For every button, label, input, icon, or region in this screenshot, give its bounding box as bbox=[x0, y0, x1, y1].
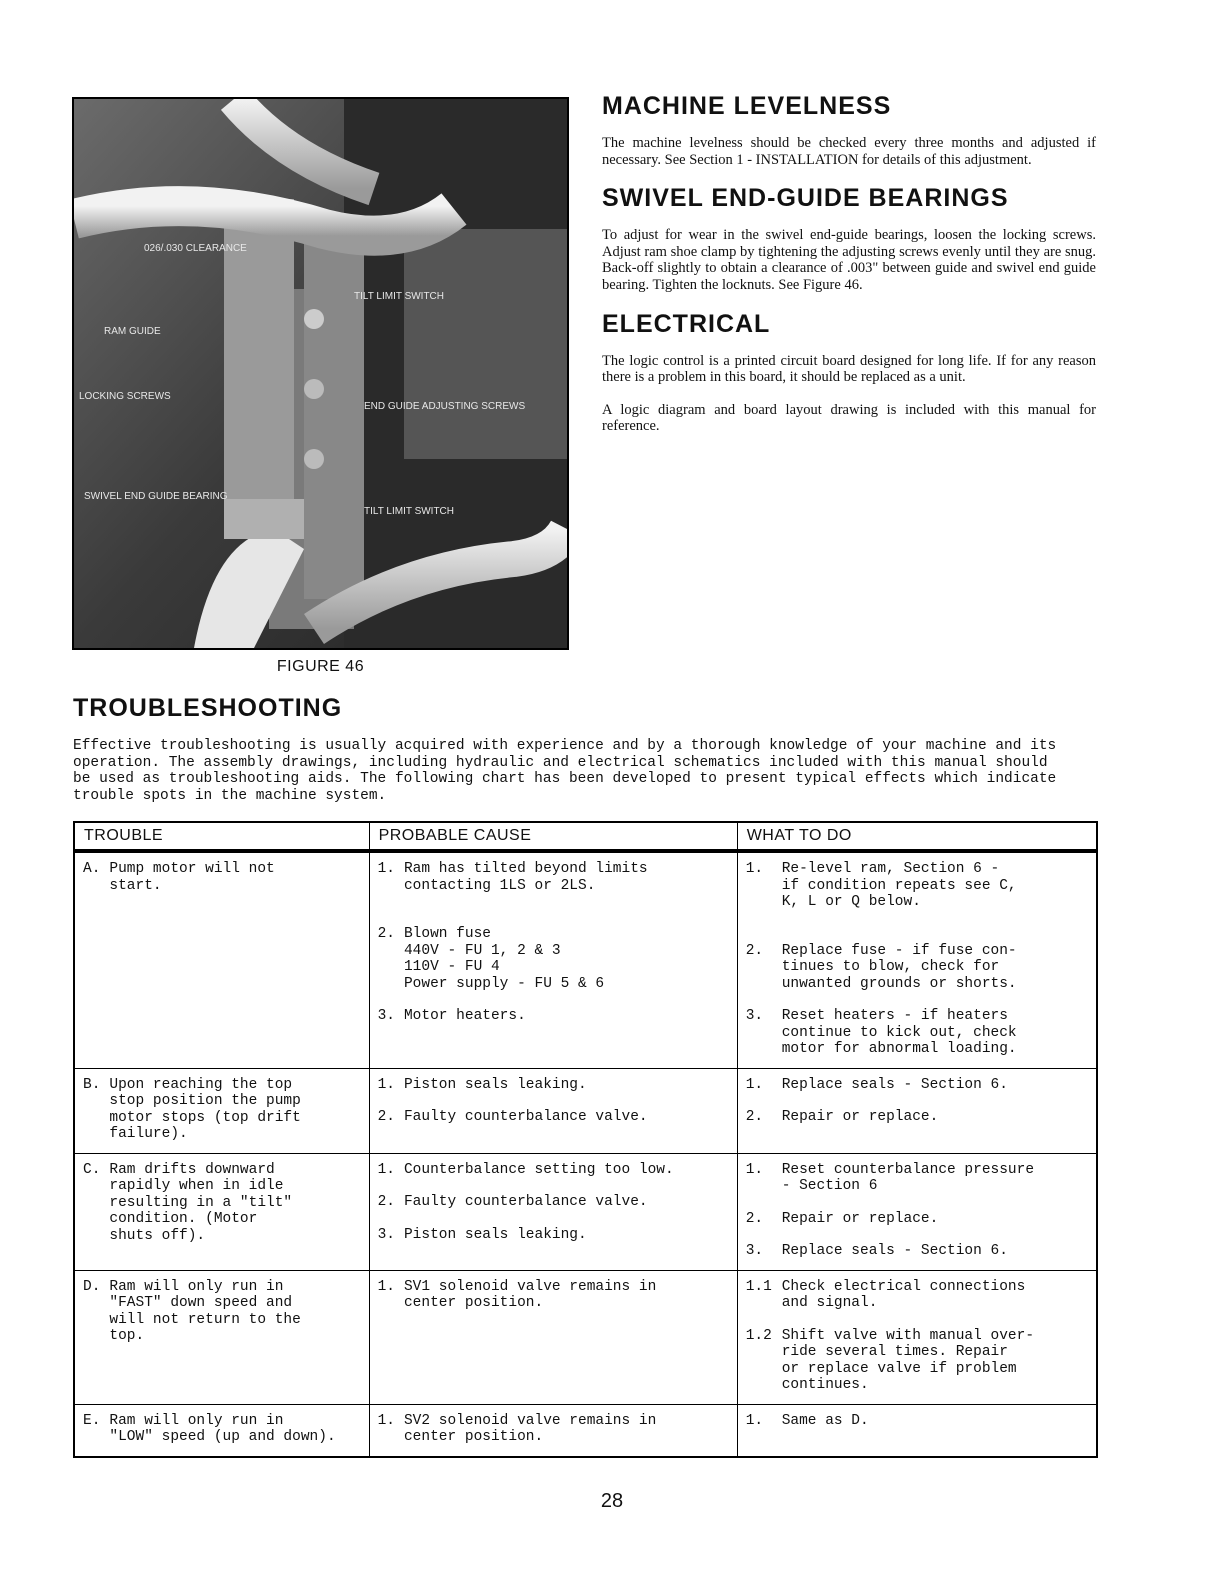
cause-item bbox=[378, 1008, 731, 1025]
trouble-text: Ram drifts downward rapidly when in idle resulting in a "tilt" condition. (Motor shuts off). bbox=[109, 1161, 293, 1244]
page-number: 28 bbox=[600, 1490, 624, 1512]
cause-number: 1. bbox=[377, 1412, 395, 1429]
action-item bbox=[746, 1008, 1090, 1058]
table-row bbox=[74, 851, 1097, 1068]
cause-item bbox=[378, 1109, 731, 1126]
cause-number: 1. bbox=[377, 1076, 395, 1093]
photo-label-ram-guide: RAM GUIDE bbox=[104, 326, 161, 337]
electrical-body-1: The logic control is a printed circuit board designed for long life. If for any reason there is a problem in this board, it should be replaced as a unit. bbox=[602, 352, 1096, 386]
header-what-to-do: WHAT TO DO bbox=[737, 822, 1097, 851]
cause-cell bbox=[369, 1153, 737, 1270]
action-number: 1. bbox=[745, 861, 764, 877]
photo-label-clearance: 026/.030 CLEARANCE bbox=[144, 243, 247, 254]
table-row bbox=[74, 1068, 1097, 1153]
section-swivel-bearings bbox=[602, 184, 1096, 293]
cause-text: Piston seals leaking. bbox=[403, 1226, 587, 1243]
action-text: Check electrical connections and signal. bbox=[781, 1278, 1026, 1311]
trouble-cell bbox=[74, 1270, 369, 1404]
cause-item bbox=[378, 1162, 731, 1179]
swivel-body: To adjust for wear in the swivel end-guide bearings, loosen the locking screws. Adjust ram shoe clamp by tightening the adjusting screws evenly until they are snug. Back-off slightly to obtain a clearance of .003" between guide and swivel end guide bearing. Tighten the locknuts. See Figure 46. bbox=[602, 227, 1096, 293]
action-item bbox=[746, 1243, 1090, 1260]
photo-label-locking-screws: LOCKING SCREWS bbox=[79, 391, 171, 402]
trouble-item bbox=[83, 1162, 363, 1245]
cause-cell bbox=[369, 1270, 737, 1404]
heading-troubleshooting: TROUBLESHOOTING bbox=[73, 694, 343, 722]
action-number: 2. bbox=[745, 942, 764, 959]
cause-text: Blown fuse 440V - FU 1, 2 & 3 110V - FU 4 Power supply - FU 5 & 6 bbox=[403, 926, 605, 992]
trouble-text: Ram will only run in "LOW" speed (up and down). bbox=[109, 1412, 336, 1445]
action-number: 2. bbox=[745, 1210, 764, 1227]
action-number: 3. bbox=[745, 1008, 764, 1024]
action-cell bbox=[737, 1153, 1097, 1270]
cause-text: Motor heaters. bbox=[403, 1008, 526, 1024]
cause-number: 1. bbox=[377, 861, 395, 877]
header-probable-cause: PROBABLE CAUSE bbox=[369, 822, 737, 851]
cause-text: SV2 solenoid valve remains in center position. bbox=[403, 1412, 657, 1445]
trouble-cell bbox=[74, 1404, 369, 1457]
cause-item bbox=[378, 1077, 731, 1094]
cause-text: Counterbalance setting too low. bbox=[403, 1161, 674, 1178]
figure-46-photo bbox=[72, 97, 569, 650]
action-text: Same as D. bbox=[781, 1412, 869, 1429]
trouble-letter: D. bbox=[83, 1278, 101, 1295]
heading-electrical: ELECTRICAL bbox=[602, 309, 771, 338]
troubleshooting-intro: Effective troubleshooting is usually acquired with experience and by a thorough knowledge of your machine and its operation. The assembly drawings, including hydraulic and electrical schematics included with this manual should be used as troubleshooting aids. The following chart has been developed to present typical effects which indicate trouble spots in the machine system. bbox=[73, 738, 1057, 804]
table-row bbox=[74, 1270, 1097, 1404]
electrical-body-2: A logic diagram and board layout drawing is included with this manual for reference. bbox=[602, 401, 1096, 435]
cause-item bbox=[378, 1227, 731, 1244]
heading-swivel-bearings: SWIVEL END-GUIDE BEARINGS bbox=[602, 184, 1009, 213]
action-text: Reset counterbalance pressure - Section 6 bbox=[781, 1161, 1035, 1194]
action-number: 1. bbox=[745, 1076, 764, 1093]
heading-machine-levelness: MACHINE LEVELNESS bbox=[602, 92, 892, 120]
cause-number: 2. bbox=[377, 1109, 395, 1125]
action-text: Replace seals - Section 6. bbox=[781, 1076, 1008, 1093]
action-cell bbox=[737, 1270, 1097, 1404]
action-cell bbox=[737, 1404, 1097, 1457]
action-number: 1. bbox=[745, 1412, 764, 1429]
action-text: Repair or replace. bbox=[781, 1210, 939, 1227]
table-row bbox=[74, 1153, 1097, 1270]
cause-number: 1. bbox=[377, 1278, 395, 1295]
trouble-letter: C. bbox=[83, 1161, 101, 1178]
section-electrical bbox=[602, 310, 1096, 435]
action-number: 3. bbox=[745, 1243, 764, 1259]
action-text: Replace seals - Section 6. bbox=[781, 1243, 1008, 1259]
action-item bbox=[746, 1162, 1090, 1195]
cause-number: 3. bbox=[377, 1226, 395, 1243]
trouble-text: Ram will only run in "FAST" down speed and will not return to the top. bbox=[109, 1278, 301, 1344]
action-text: Shift valve with manual over- ride several times. Repair or replace valve if problem continues. bbox=[781, 1327, 1035, 1393]
troubleshooting-table bbox=[73, 821, 1098, 1458]
cause-cell bbox=[369, 851, 737, 1068]
action-text: Repair or replace. bbox=[781, 1109, 939, 1125]
header-trouble: TROUBLE bbox=[74, 822, 369, 851]
trouble-item bbox=[83, 1279, 363, 1345]
cause-number: 3. bbox=[377, 1008, 395, 1024]
trouble-text: Upon reaching the top stop position the pump motor stops (top drift failure). bbox=[109, 1076, 301, 1142]
table-body bbox=[74, 851, 1097, 1457]
cause-item bbox=[378, 1279, 731, 1312]
table-header-row bbox=[74, 822, 1097, 851]
trouble-cell bbox=[74, 851, 369, 1068]
figure-caption: FIGURE 46 bbox=[276, 658, 365, 675]
cause-text: Piston seals leaking. bbox=[403, 1076, 587, 1093]
action-cell bbox=[737, 851, 1097, 1068]
levelness-body: The machine levelness should be checked every three months and adjusted if necessary. See Section 1 - INSTALLATION for details of this adjustment. bbox=[602, 135, 1096, 168]
action-item bbox=[746, 1413, 1090, 1430]
action-item bbox=[746, 1328, 1090, 1394]
photo-label-swivel-bearing: SWIVEL END GUIDE BEARING bbox=[84, 491, 228, 502]
cause-text: Faulty counterbalance valve. bbox=[403, 1109, 648, 1125]
cause-number: 2. bbox=[377, 1194, 395, 1210]
cause-text: Ram has tilted beyond limits contacting 1LS or 2LS. bbox=[403, 861, 648, 894]
section-machine-levelness bbox=[602, 92, 1096, 168]
machine-photo-illustration bbox=[74, 99, 567, 648]
cause-cell bbox=[369, 1404, 737, 1457]
action-number: 1.2 bbox=[745, 1327, 772, 1344]
action-item bbox=[746, 1077, 1090, 1094]
trouble-cell bbox=[74, 1153, 369, 1270]
action-item bbox=[746, 1109, 1090, 1126]
trouble-item bbox=[83, 1077, 363, 1143]
cause-item bbox=[378, 926, 731, 992]
action-item bbox=[746, 943, 1090, 993]
photo-label-end-guide: END GUIDE ADJUSTING SCREWS bbox=[364, 401, 526, 412]
cause-number: 2. bbox=[377, 926, 395, 942]
action-text: Replace fuse - if fuse con- tinues to blow, check for unwanted grounds or shorts. bbox=[781, 942, 1017, 992]
action-item bbox=[746, 1279, 1090, 1312]
action-item bbox=[746, 861, 1090, 911]
cause-item bbox=[378, 861, 731, 894]
action-number: 1.1 bbox=[745, 1278, 772, 1295]
action-text: Re-level ram, Section 6 - if condition repeats see C, K, L or Q below. bbox=[781, 861, 1017, 910]
action-text: Reset heaters - if heaters continue to kick out, check motor for abnormal loading. bbox=[781, 1008, 1017, 1057]
trouble-item bbox=[83, 861, 363, 894]
cause-item bbox=[378, 1413, 731, 1446]
action-number: 1. bbox=[745, 1161, 764, 1178]
cause-number: 1. bbox=[377, 1161, 395, 1178]
action-number: 2. bbox=[745, 1109, 764, 1125]
trouble-text: Pump motor will not start. bbox=[109, 861, 275, 894]
trouble-letter: B. bbox=[83, 1076, 101, 1093]
photo-label-tilt-limit: TILT LIMIT SWITCH bbox=[354, 291, 445, 302]
cause-item bbox=[378, 1194, 731, 1211]
photo-label-tilt-switch-2: TILT LIMIT SWITCH bbox=[364, 506, 455, 517]
trouble-letter: A. bbox=[83, 861, 101, 877]
trouble-letter: E. bbox=[83, 1412, 101, 1429]
cause-cell bbox=[369, 1068, 737, 1153]
action-item bbox=[746, 1211, 1090, 1228]
right-column bbox=[602, 92, 1096, 451]
trouble-item bbox=[83, 1413, 363, 1446]
trouble-cell bbox=[74, 1068, 369, 1153]
cause-text: Faulty counterbalance valve. bbox=[403, 1194, 648, 1210]
table-row bbox=[74, 1404, 1097, 1457]
cause-text: SV1 solenoid valve remains in center position. bbox=[403, 1278, 657, 1311]
action-cell bbox=[737, 1068, 1097, 1153]
